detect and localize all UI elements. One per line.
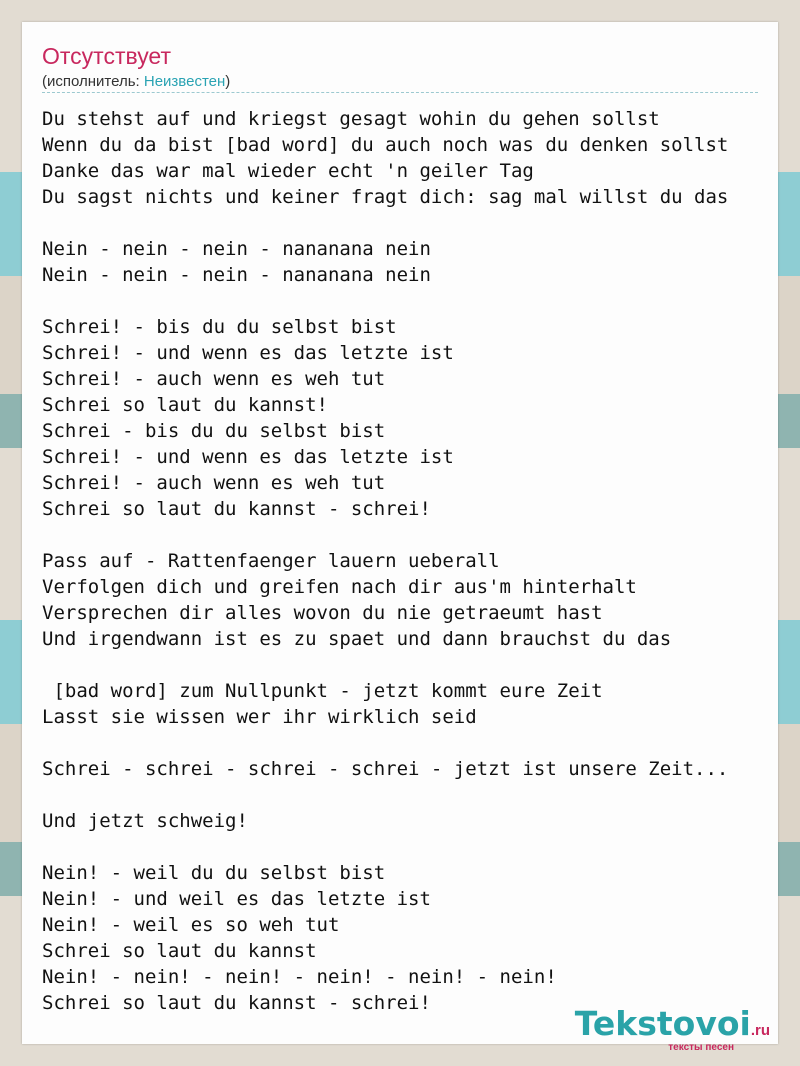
logo-tagline: тексты песен (668, 1042, 734, 1053)
divider (42, 92, 758, 93)
logo-name: Tekstovoi (574, 1004, 751, 1043)
lyrics-card (22, 22, 778, 1053)
artist-prefix: (исполнитель: (42, 73, 144, 90)
site-logo[interactable] (574, 1004, 770, 1053)
artist-line (42, 73, 230, 90)
lyrics-text: Du stehst auf und kriegst gesagt wohin du gehen sollst Wenn du da bist [bad word] du auch noch was du denken sollst Danke das war mal wieder echt 'n geiler Tag Du sagst nichts und keiner fragt dich: sag mal willst du das Nein - nein - nein - nananana nein Nein - nein - nein - nananana nein Schrei! - bis du du selbst bist Schrei! - und wenn es das letzte ist Schrei! - auch wenn es weh tut Schrei so laut du kannst! Schrei - bis du du selbst bist Schrei! - und wenn es das letzte ist Schrei! - auch wenn es weh tut Schrei so laut du kannst - schrei! Pass auf - Rattenfaenger lauern ueberall Verfolgen dich und greifen nach dir aus'm hinterhalt Versprechen dir alles wovon du nie getraeumt hast Und irgendwann ist es zu spaet und dann brauchst du das [bad word] zum Nullpunkt - jetzt kommt eure Zeit Lasst sie wissen wer ihr wirklich seid Schrei - schrei - schrei - schrei - jetzt ist unsere Zeit... Und jetzt schweig! Nein! - weil du du selbst bist Nein! - und weil es das letzte ist Nein! - weil es so weh tut Schrei so laut du kannst Nein! - nein! - nein! - nein! - nein! - nein! Schrei so laut du kannst - schrei! (42, 108, 729, 1014)
artist-link[interactable]: Неизвестен (143, 73, 226, 90)
artist-suffix: ) (225, 73, 231, 90)
logo-domain: .ru (750, 1022, 770, 1039)
page-title: Отсутствует (42, 43, 171, 69)
